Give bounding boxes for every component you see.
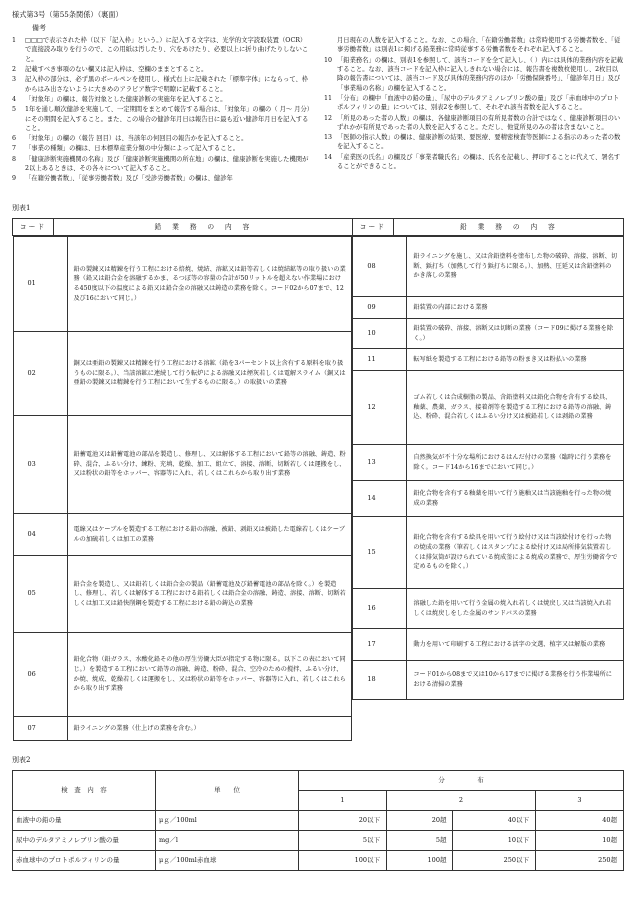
note-text: 「対象年」の欄は、報告対象とした健康診断の実施年を記入すること。 [25,95,227,103]
table-row [353,517,623,589]
table1-title: 別表1 [12,203,31,212]
work-description: 鉛化合物を含有する釉薬を用いて行う施釉又は当該施釉を行った物の焼成の業務 [407,481,623,517]
work-code: 12 [353,371,407,445]
exam-item: 血液中の鉛の量 [13,811,156,831]
note-text: 「健康診断実施機関の名称」及び「健康診断実施機関の所在地」の欄は、健康診断を実施した機関が2以上あるときは、その各々について記入すること。 [25,155,309,173]
table2-head-dist: 分 布 [299,771,624,791]
lead-work-table [12,218,624,741]
dist-2-upper: 40以下 [453,811,536,831]
note-number: 6 [12,135,17,143]
note-number: 11 [324,94,333,102]
table2-dist-col-3: 3 [536,791,624,811]
table2-head-item: 検 査 内 容 [13,771,156,811]
table2-dist-col-1: 1 [299,791,387,811]
note-item [324,56,624,93]
note-number: 9 [12,175,17,183]
note-item [12,105,312,133]
table1-left-half [13,236,353,741]
table-row [353,481,623,517]
table-row [353,589,623,629]
work-description: 転写紙を製造する工程における鉛等の粉まき又は粉払いの業務 [407,349,623,371]
note-text: 記載すべき事項のない欄又は記入枠は、空欄のままとすること。 [25,65,208,73]
note-number: 1 [12,37,17,45]
table-row [13,416,352,514]
table1-head-desc-right: 鉛 業 務 の 内 容 [393,219,623,236]
work-code: 16 [353,589,407,629]
dist-1: 5以下 [299,831,387,851]
work-code: 17 [353,629,407,661]
work-description: 鉛合金を製造し、又は鉛若しくは鉛合金の製品（鉛蓄電池及び鉛蓄電池の部品を除く。）を製造し、修理し、若しくは解体する工程における鉛若しくは鉛合金の溶融、鋳造、溶接、溶断、切断若しくは加工又は鉛快削鋼を製造する工程における鉛の鋳込の業務 [67,556,352,633]
table-row [13,514,352,556]
note-item [12,134,312,143]
note-number: 12 [324,114,333,122]
exam-unit: μｇ／100ml [156,811,299,831]
note-number: 8 [12,155,17,163]
table-row [13,851,624,871]
note-text: 「分布」の欄中「血液中の鉛の量」、「尿中のデルタアミノレブリン酸の量」及び「赤血球中のプロトポルフィリンの量」については、別表2を参照して、それぞれ該当者数を記入すること。 [337,94,620,112]
notes-right-column [324,36,624,185]
note-text: 「医師の指示人数」の欄は、健康診断の結果、要医療、要精密検査等医師による指示のあった者の数を記入すること。 [337,134,621,151]
work-description: 鉛ライニングの業務（仕上げの業務を含む。） [67,717,352,741]
work-code: 11 [353,349,407,371]
note-item [324,94,624,113]
table-row [353,319,623,349]
note-text: 1年を通し順次健診を実施して、一定期間をまとめて報告する場合は、「対象年」の欄の（ 月～ 月分）にその期間を記入すること。また、この場合の健診年月日は報告日に最も近い健診年月日を記入すること。 [25,106,310,132]
dist-2-upper: 250以下 [453,851,536,871]
dist-3: 10超 [536,831,624,851]
work-code: 03 [13,416,67,514]
work-code: 07 [13,717,67,741]
table1-head-code-right: コード [352,219,393,236]
note-item [12,174,312,183]
dist-2-lower: 5超 [387,831,453,851]
work-code: 09 [353,297,407,319]
table-row [353,371,623,445]
dist-3: 40超 [536,811,624,831]
work-description: 電線又はケーブルを製造する工程における鉛の溶融、被鉛、剥鉛又は被鉛した電線若しくはケーブルの加硫若しくは加工の業務 [67,514,352,556]
work-code: 13 [353,445,407,481]
work-description: 動力を用いて印刷する工程における活字の文選、植字又は解版の業務 [407,629,623,661]
table-row [353,297,623,319]
note-item [12,155,312,174]
work-description: 自然換気が不十分な場所におけるはんだ付けの業務（臨時に行う業務を除く。コード14から16までにおいて同じ。） [407,445,623,481]
note-item [324,133,624,152]
exam-unit: μｇ／100ml赤血球 [156,851,299,871]
work-description: 鉛装置の破砕、溶接、溶断又は切断の業務（コード09に掲げる業務を除く。） [407,319,623,349]
notes-left-column [12,36,312,185]
note-item [12,36,312,64]
table1-right-half [352,236,623,700]
dist-2-lower: 20超 [387,811,453,831]
note-item [12,95,312,104]
work-code: 04 [13,514,67,556]
work-code: 15 [353,517,407,589]
work-code: 01 [13,237,67,332]
note-item [12,65,312,74]
work-description: ゴム若しくは合成樹脂の製品、含鉛塗料又は鉛化合物を含有する絵具、釉薬、農薬、ガラス、接着剤等を製造する工程における鉛等の溶融、鋳込、粉砕、混合若しくはふるい分け又は被鉛若しくは剥鉛の業務 [407,371,623,445]
note-number: 4 [12,95,17,103]
table1-head-desc-left: 鉛 業 務 の 内 容 [54,219,353,236]
work-code: 18 [353,661,407,700]
table-row [353,237,623,297]
note-number: 10 [324,56,333,64]
table-row [353,661,623,700]
note-number: 5 [12,106,17,114]
note-text: 「産業医の氏名」の欄及び「事業者職氏名」の欄は、氏名を記載し、押印することに代えて、署名することができること。 [337,153,621,171]
note-number: 14 [324,153,333,161]
table-row [13,717,352,741]
note-number: 2 [12,65,17,73]
table-row [13,633,352,717]
table2-title: 別表2 [12,756,31,765]
note-item [324,114,624,133]
dist-2-lower: 100超 [387,851,453,871]
work-description: 鉛化合物を含有する絵具を用いて行う絵付け又は当該絵付けを行った物の焼成の業務（筆若しくはスタンプによる絵付け又は局所排気装置若しくは排気筒が設けられている焼成釜による焼成の業務で、厚生労働省令で定めるものを除く。） [407,517,623,589]
table-row [13,831,624,851]
work-description: 鉛装置の内部における業務 [407,297,623,319]
exam-item: 尿中のデルタアミノレブリン酸の量 [13,831,156,851]
work-code: 14 [353,481,407,517]
table-row [13,237,352,332]
dist-1: 100以下 [299,851,387,871]
note-text: 記入枠の部分は、必ず黒のボールペンを使用し、様式右上に記載された「標準字体」にならって、枠からはみ出さないように大きめのアラビア数字で明瞭に記載すること。 [25,76,309,93]
work-description: 鉛の製錬又は精錬を行う工程における焙焼、焼結、溶鉱又は鉛等若しくは焼結鉱等の取り扱いの業務（鉛又は鉛合金を溶融するかま、るつぼ等の容量の合計が50リットルを超えない作業場における450度以下の温度による鉛又は鉛合金の溶融又は鋳造の業務を除く。コード02から07まで、12及び16において同じ。） [67,237,352,332]
form-back-page [12,10,624,871]
note-text: 「在籍労働者数」、「従事労働者数」及び「受診労働者数」の欄は、健診年 [25,175,233,183]
note-item [324,36,624,55]
notes-heading: 備考 [32,23,46,32]
table-row [13,332,352,416]
table-row [353,629,623,661]
work-description: コード01から08まで又は10から17までに掲げる業務を行う作業場所における清掃の業務 [407,661,623,700]
notes-section [12,36,624,185]
work-description: 鉛化合物（鉛ガラス、水酸化鉛その他の厚生労働大臣が指定する物に限る。以下この表において同じ。）を製造する工程において鉛等の溶融、鋳造、粉砕、混合、空冷のための撹拌、ふるい分け、か焼、焼成、乾燥若しくは運搬をし、又は粉状の鉛等をホッパー、容器等に入れ、若しくはこれらから取り出す業務 [67,633,352,717]
work-code: 08 [353,237,407,297]
note-text: □□□で表示された枠（以下「記入枠」という。）に記入する文字は、光学的文字読取装置（OCR）で直接読み取りを行うので、この用紙は汚したり、穴をあけたり、必要以上に折り曲げたりしないこと。 [25,37,309,63]
exam-unit: mg／l [156,831,299,851]
note-text: 「所見のあった者の人数」の欄は、各健康診断項目の有所見者数の合計ではなく、健康診断項目のいずれかが有所見であった者の人数を記入すること。ただし、他覚所見のみの者は含まないこと。 [337,114,621,131]
work-description: 鉛蓄電池又は鉛蓄電池の部品を製造し、修理し、又は解体する工程において鉛等の溶融、鋳造、粉砕、混合、ふるい分け、練粉、充填、乾燥、加工、組立て、溶接、溶断、切断若しくは運搬をし、又は粉状の鉛等をホッパー、容器等に入れ、若しくはこれらから取り出す業務 [67,416,352,514]
work-code: 05 [13,556,67,633]
work-description: 銅又は亜鉛の製錬又は精錬を行う工程における溶鉱（鉛を3パーセント以上含有する原料を取り扱うものに限る。）、当該溶鉱に連続して行う転炉による溶融又は煙灰若しくは電解スライム（銅又は亜鉛の製錬又は精錬を行う工程において生ずるものに限る。）の取扱いの業務 [67,332,352,416]
work-code: 02 [13,332,67,416]
table-row [353,445,623,481]
note-text: 「対象年」の欄の（報告 回目）は、当該年の何回目の報告かを記入すること。 [25,135,248,143]
table-row [13,811,624,831]
work-description: 溶融した鉛を用いて行う金属の焼入れ若しくは焼戻し又は当該焼入れ若しくは焼戻しをした金属のサンドバスの業務 [407,589,623,629]
dist-1: 20以下 [299,811,387,831]
distribution-table [12,770,624,871]
note-number: 3 [12,76,17,84]
note-item [324,153,624,172]
note-item [12,75,312,94]
exam-item: 赤血球中のプロトポルフィリンの量 [13,851,156,871]
work-code: 06 [13,633,67,717]
note-text: 「鉛業務名」の欄は、別表1を参照して、該当コードを全て記入し、（ ）内には具体的業務内容を記載すること。なお、該当コードを記入枠に記入しきれない場合には、報告書を複数枚使用し、2枚目以降の報告書については、該当コード及び具体的業務内容のほか「労働保険番号」、「健診年月日」及び「事業場の名称」の欄を記入すること。 [337,56,624,92]
work-description: 鉛ライニングを施し、又は含鉛塗料を塗布した物の破砕、溶接、溶断、切断、鋲打ち（加熱して行う鋲打ちに限る。）、加熱、圧延又は含鉛塗料のかき落しの業務 [407,237,623,297]
note-text: 月日現在の人数を記入すること。なお、この場合、「在籍労働者数」は常時使用する労働者数を、「従事労働者数」は別表1に掲げる鉛業務に常時従事する労働者数をそれぞれ記入すること。 [337,37,621,54]
dist-3: 250超 [536,851,624,871]
table-row [353,349,623,371]
work-code: 10 [353,319,407,349]
note-number [324,36,337,55]
note-number: 13 [324,134,333,142]
table-row [13,556,352,633]
note-item [12,144,312,153]
table2-dist-col-2: 2 [387,791,536,811]
form-title: 様式第3号（第55条関係）（裏面） [12,10,123,19]
dist-2-upper: 10以下 [453,831,536,851]
note-text: 「事業の種類」の欄は、日本標準産業分類の中分類によって記入すること。 [25,145,240,153]
table2-head-unit: 単 位 [156,771,299,811]
note-number: 7 [12,145,17,153]
table1-head-code-left: コード [13,219,54,236]
